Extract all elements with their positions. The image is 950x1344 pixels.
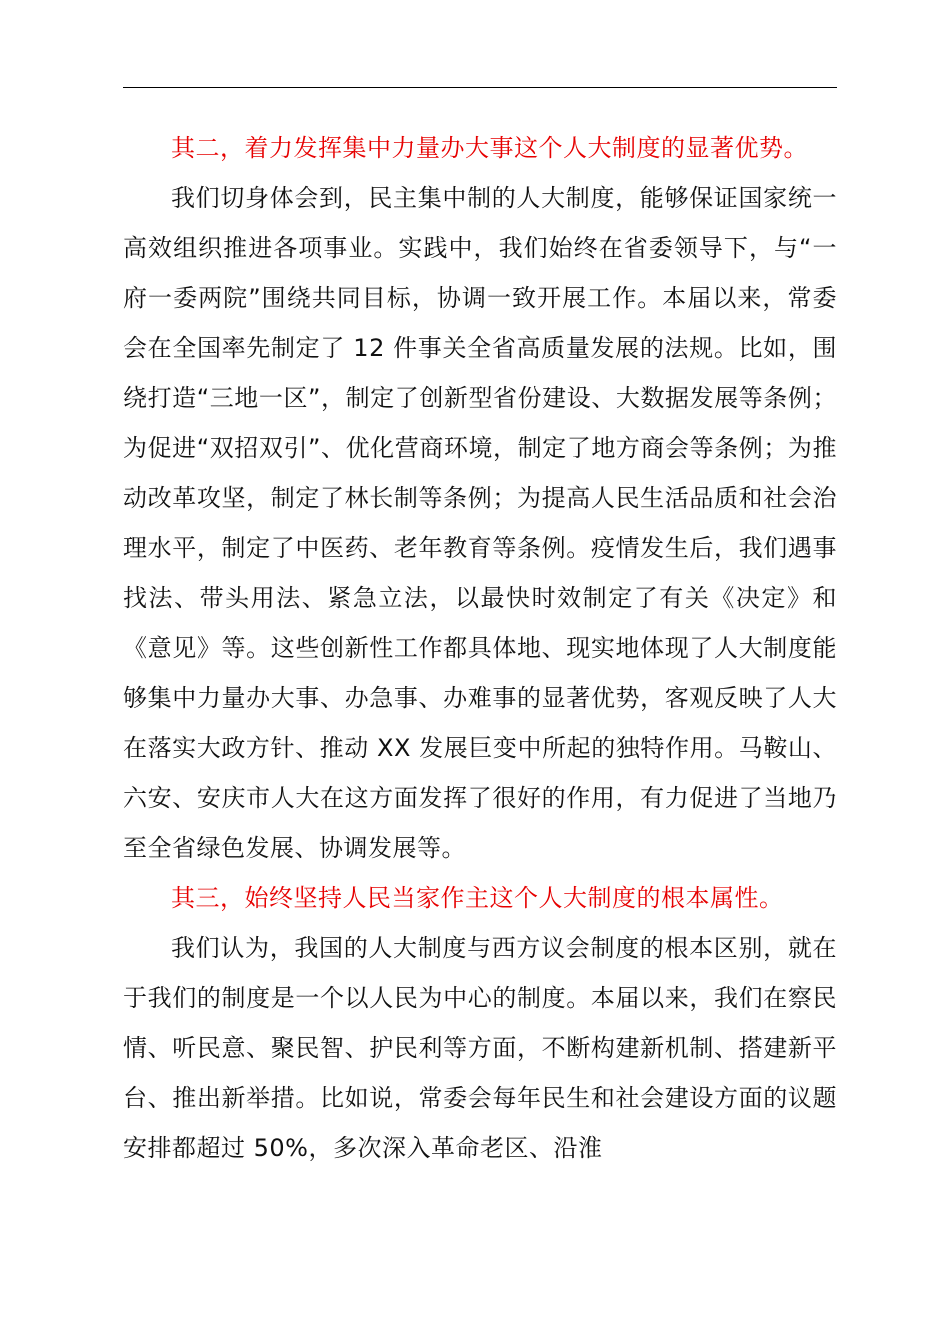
header-rule: [123, 87, 837, 88]
body-paragraph-2: 我们认为，我国的人大制度与西方议会制度的根本区别，就在于我们的制度是一个以人民为中心的制度。本届以来，我们在察民情、听民意、聚民智、护民利等方面，不断构建新机制、搭建新平台、推出新举措。比如说，常委会每年民生和社会建设方面的议题安排都超过 50%，多次深入革命老区、沿淮: [123, 934, 837, 1162]
section-heading-2: 其二，着力发挥集中力量办大事这个人大制度的显著优势。: [171, 134, 808, 162]
body-paragraph-1: 我们切身体会到，民主集中制的人大制度，能够保证国家统一高效组织推进各项事业。实践中，我们始终在省委领导下，与“一府一委两院”围绕共同目标，协调一致开展工作。本届以来，常委会在全国率先制定了 12 件事关全省高质量发展的法规。比如，围绕打造“三地一区”，制定了创新型省份建设、大数据发展等条例；为促进“双招双引”、优化营商环境，制定了地方商会等条例；为推动改革攻坚，制定了林长制等条例；为提高人民生活品质和社会治理水平，制定了中医药、老年教育等条例。疫情发生后，我们遇事找法、带头用法、紧急立法，以最快时效制定了有关《决定》和《意见》等。这些创新性工作都具体地、现实地体现了人大制度能够集中力量办大事、办急事、办难事的显著优势，客观反映了人大在落实大政方针、推动 XX 发展巨变中所起的独特作用。马鞍山、六安、安庆市人大在这方面发挥了很好的作用，有力促进了当地乃至全省绿色发展、协调发展等。: [123, 184, 837, 862]
section-heading-3: 其三，始终坚持人民当家作主这个人大制度的根本属性。: [171, 884, 784, 912]
document-body: [123, 123, 837, 1173]
